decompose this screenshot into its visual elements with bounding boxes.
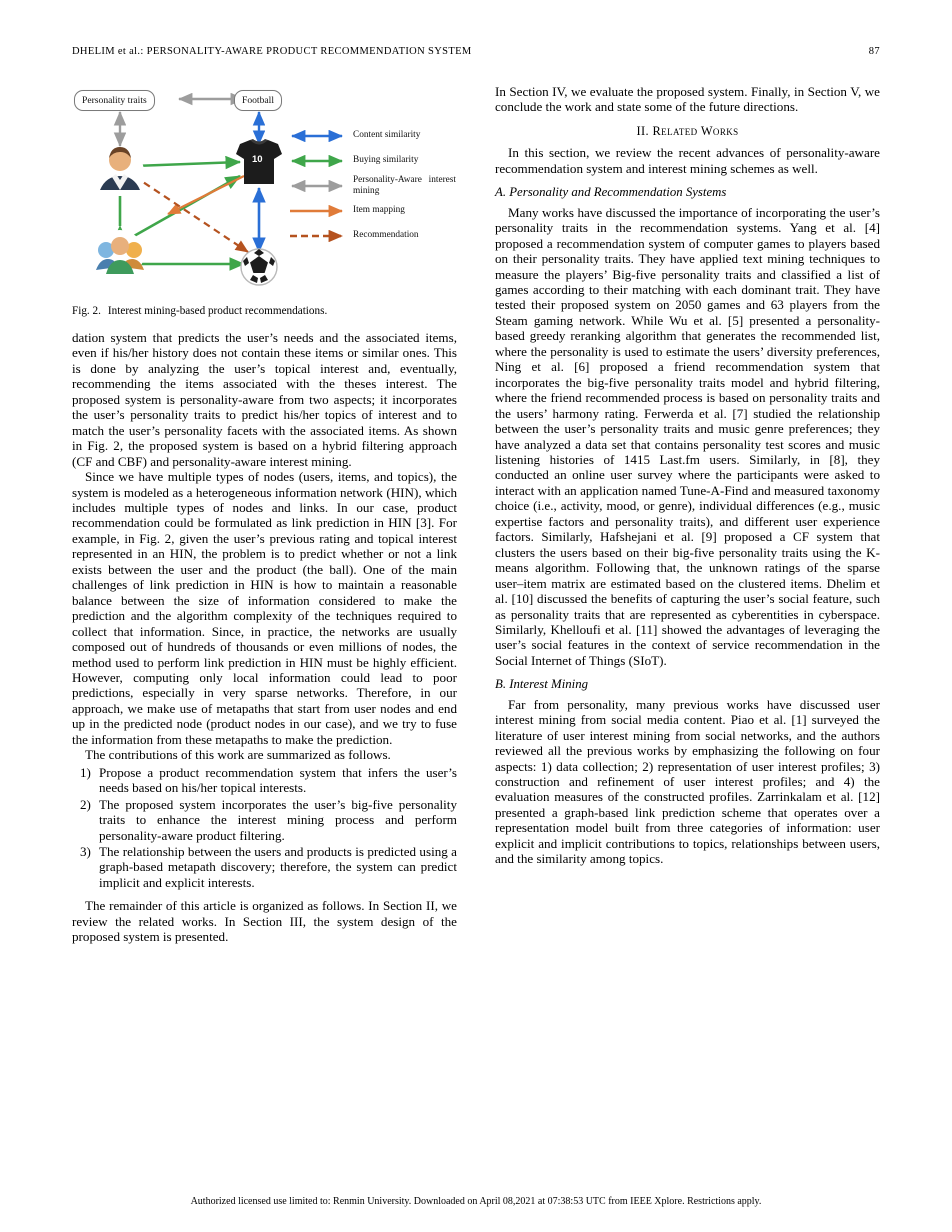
contributions-list — [72, 765, 457, 891]
figure-2-caption-label: Fig. 2. — [72, 305, 101, 317]
list-item — [72, 797, 457, 843]
list-item-number: 3) — [80, 843, 91, 859]
legend-item-item-mapping — [286, 201, 456, 220]
subsection-heading-b: B. Interest Mining — [495, 677, 588, 692]
page-number: 87 — [868, 46, 880, 57]
figure-2-caption — [72, 305, 457, 318]
section-heading-related-works: II. Related Works — [636, 123, 739, 138]
list-item-number: 2) — [80, 796, 91, 812]
soccer-ball-icon — [241, 249, 277, 285]
jersey-number-label: 10 — [252, 154, 263, 165]
right-paragraph-section-intro: In this section, we review the recent advances of personality-aware recommendation system and interest mining schemes as well. — [495, 145, 880, 176]
legend-key-content-similarity — [286, 130, 348, 142]
legend-label-personality-aware-interest-mining: Personality-Aware interest mining — [353, 175, 456, 196]
list-item — [72, 844, 457, 890]
legend-item-content-similarity — [286, 126, 456, 145]
list-item-number: 1) — [80, 764, 91, 780]
list-item-text: The proposed system incorporates the user’s big-five personality traits to enhance the interest mining process and perform personality-aware product filtering. — [99, 796, 457, 843]
list-item-text: The relationship between the users and products is predicted using a graph-based metapath discovery; therefore, the system can predict implicit and explicit interests. — [99, 843, 457, 890]
subsection-heading-a: A. Personality and Recommendation Systems — [495, 185, 727, 200]
legend-label-recommendation: Recommendation — [353, 230, 419, 240]
figure-2-caption-text: Interest mining-based product recommendations. — [107, 305, 328, 317]
node-football: Football — [234, 90, 282, 111]
figure-legend — [286, 126, 456, 251]
legend-item-recommendation — [286, 226, 456, 245]
legend-key-personality-aware-interest-mining — [286, 180, 348, 192]
left-paragraph-2: Since we have multiple types of nodes (users, items, and topics), the system is modeled as a heterogeneous information network (HIN), which includes multiple types of nodes and links. In our case, product recommendation could be formulated as link prediction in HIN [3]. For example, in Fig. 2, given the user’s previous rating and topical interest represented in an HIN, the problem is to predict whether or not a link exists between the user and the product (the ball). One of the main challenges of link prediction in HIN is how to maintain a reasonable balance between the size of information considered to make the prediction and the algorithm complexity of the techniques required to collect that information. Since, in practice, the networks are usually composed out of hundreds of thousands or even millions of nodes, the method used to perform link prediction in HIN must be highly efficient. However, computing only local information could lead to poor predictions, especially in very sparse networks. Therefore, in our approach, we make use of metapaths that start from user nodes and end up in the predicted node (product nodes in our case), and we try to fuse the information from these metapaths to make the prediction. — [72, 469, 457, 747]
legend-key-buying-similarity — [286, 155, 348, 167]
legend-label-item-mapping: Item mapping — [353, 205, 405, 215]
list-item-text: Propose a product recommendation system that infers the user’s needs based on his/her topical interests. — [99, 764, 457, 796]
right-paragraph-intro: In Section IV, we evaluate the proposed system. Finally, in Section V, we conclude the work and state some of the future directions. — [495, 84, 880, 115]
legend-key-item-mapping — [286, 205, 348, 217]
left-paragraph-closing: The remainder of this article is organized as follows. In Section II, we review the related works. In Section III, the system design of the proposed system is presented. — [72, 898, 457, 945]
right-paragraph-a: Many works have discussed the importance of incorporating the user’s personality traits in the recommendation systems. Yang et al. [4] proposed a recommendation system of computer games to players based on their personality traits. They have applied text mining techniques to measure the players’ Big-five personality traits and classified a list of games according to their matching with each dominant trait. They have tested their proposed system on 2050 games and 63 players from the Steam gaming network. While Wu et al. [5] presented a personality-based greedy reranking algorithm that generates the recommended list, where the personality is used to estimate the users’ diversity preferences, Ning et al. [6] proposed a friend recommendation system that incorporates the big-five personality traits model and hybrid filtering, where the friend recommended process is based on personality traits and the users’ harmony rating. Ferwerda et al. [7] studied the relationship between the user’s personality traits and music genre preferences; they have analyzed a data set that contains personality test scores and music listening histories of 1415 Last.fm users. Similarly, in [8], they conducted an online user survey where the participants were asked to interact with an application named Tune-A-Find and measured taxonomy choice (i.e., activity, mood, or genre), individual differences (e.g., music expertise factors and personality traits), and different user experience factors. Similarly, Hafshejani et al. [9] proposed a CF system that clusters the users based on their big-five personality traits using the K-means algorithm. Following that, the unknown ratings of the sparse user–item matrix are estimated based on the clustered items. Dhelim et al. [10] discussed the benefits of capturing the user’s social feature, such as personality traits that are represented as cyberentities in cyberspace. Similarly, Khelloufi et al. [11] showed the advantages of leveraging the user’s social features in the context of service recommendation in the Social Internet of Things (SIoT). — [495, 204, 880, 668]
user-avatar-icon — [96, 147, 144, 196]
legend-key-recommendation — [286, 230, 348, 242]
legend-item-personality-aware-interest-mining — [286, 176, 456, 195]
running-head — [72, 46, 880, 57]
right-column — [495, 84, 880, 867]
figure-2-canvas — [72, 84, 457, 299]
figure-2 — [72, 84, 457, 318]
left-paragraph-1: dation system that predicts the user’s needs and the associated items, even if his/her history does not contain these items or similar ones. This is done by analyzing the user’s topical interest and, eventually, recommending the items associated with the theses interest. The proposed system is personality-aware from two aspects; it incorporates the user’s personality traits to predict his/her topics of interest and to match the user’s personality facets with the associated items. As shown in Fig. 2, the proposed system is based on a hybrid filtering approach (CF and CBF) and personality-aware interest mining. — [72, 330, 457, 469]
two-column-body — [72, 84, 880, 1164]
list-item — [72, 765, 457, 796]
node-personality-traits: Personality traits — [74, 90, 155, 111]
legend-label-content-similarity: Content similarity — [353, 130, 421, 140]
left-column — [72, 84, 457, 945]
user-group-icon — [96, 230, 144, 278]
running-head-title: DHELIM et al.: PERSONALITY-AWARE PRODUCT RECOMMENDATION SYSTEM — [72, 46, 472, 57]
page-footer: Authorized licensed use limited to: Renmin University. Downloaded on April 08,2021 at 07:38:53 UTC from IEEE Xplore. Restrictions apply. — [190, 1196, 762, 1207]
left-paragraph-3: The contributions of this work are summarized as follows. — [85, 747, 391, 763]
legend-item-buying-similarity — [286, 151, 456, 170]
legend-label-buying-similarity: Buying similarity — [353, 155, 419, 165]
right-paragraph-b: Far from personality, many previous works have discussed user interest mining from social media content. Piao et al. [1] surveyed the literature of user interest mining from social networks, and the authors reviewed all the previous works by emphasizing the following on four aspects: 1) data collection; 2) representation of user interest profiles; 3) construction and refinement of user interest profiles; and 4) the evaluation measures of the constructed profiles. Zarrinkalam et al. [12] presented a graph-based link prediction scheme that operates over a representation model built from three categories of information: user explicit and implicit contributions to topics, relationships between users, and the similarity among topics. — [495, 696, 880, 867]
